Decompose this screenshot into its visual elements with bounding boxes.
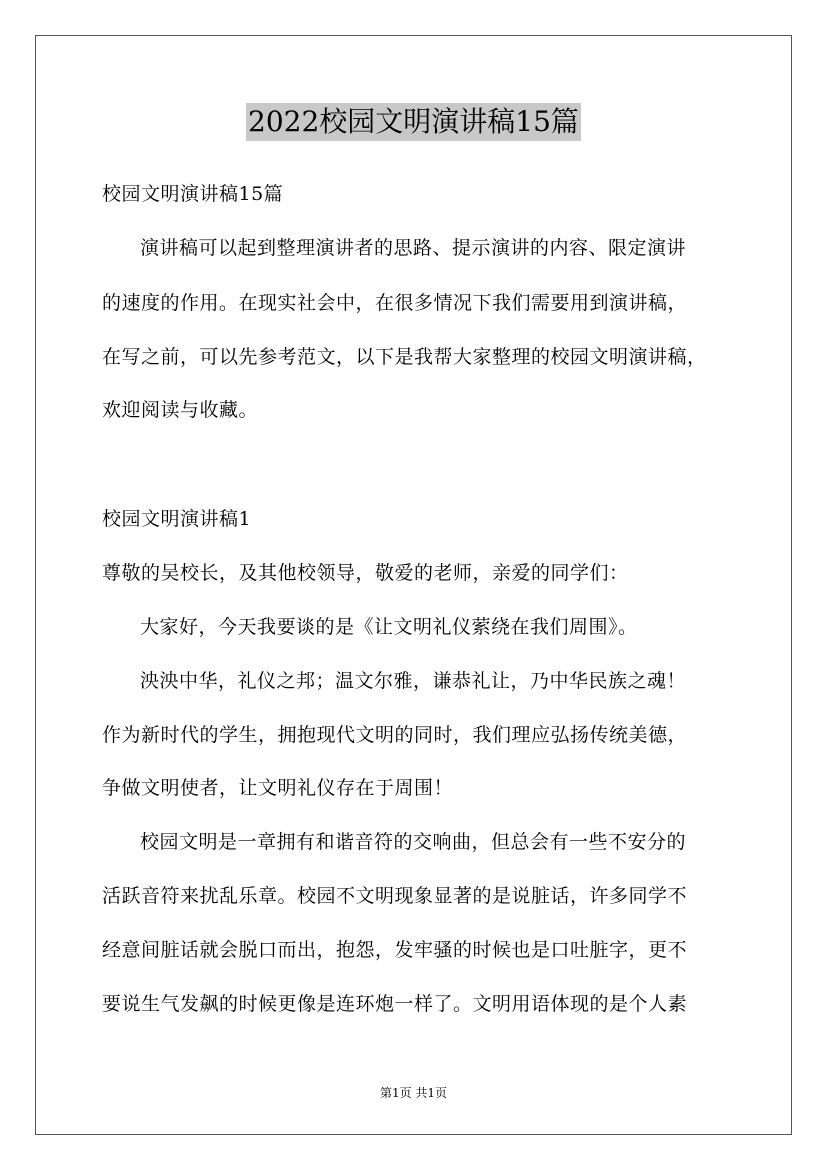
paragraph-line: 经意间脏话就会脱口而出，抱怨，发牢骚的时候也是口吐脏字，更不 <box>102 939 688 961</box>
paragraph-line: 演讲稿可以起到整理演讲者的思路、提示演讲的内容、限定演讲 <box>140 237 687 259</box>
paragraph-line: 欢迎阅读与收藏。 <box>102 399 259 421</box>
section-heading: 校园文明演讲稿1 <box>102 508 252 530</box>
paragraph-line: 要说生气发飙的时候更像是连环炮一样了。文明用语体现的是个人素 <box>102 993 688 1015</box>
subtitle-line: 校园文明演讲稿15篇 <box>102 183 284 205</box>
document-title-text: 2022校园文明演讲稿15篇 <box>246 103 581 141</box>
salutation-line: 尊敬的吴校长，及其他校领导，敬爱的老师，亲爱的同学们： <box>102 562 629 584</box>
document-title <box>0 103 827 141</box>
paragraph-line: 校园文明是一章拥有和谐音符的交响曲，但总会有一些不安分的 <box>140 831 687 853</box>
paragraph-line: 活跃音符来扰乱乐章。校园不文明现象显著的是说脏话，许多同学不 <box>102 885 688 907</box>
page-footer: 第1页 共1页 <box>379 1086 448 1100</box>
paragraph-line: 泱泱中华，礼仪之邦；温文尔雅，谦恭礼让，乃中华民族之魂！ <box>140 670 687 692</box>
paragraph-line: 在写之前，可以先参考范文，以下是我帮大家整理的校园文明演讲稿， <box>102 346 707 368</box>
paragraph-line: 的速度的作用。在现实社会中，在很多情况下我们需要用到演讲稿， <box>102 292 688 314</box>
paragraph-line: 作为新时代的学生，拥抱现代文明的同时，我们理应弘扬传统美德， <box>102 724 688 746</box>
paragraph-line: 大家好，今天我要谈的是《让文明礼仪萦绕在我们周围》。 <box>140 616 638 638</box>
paragraph-line: 争做文明使者，让文明礼仪存在于周围！ <box>102 777 454 799</box>
